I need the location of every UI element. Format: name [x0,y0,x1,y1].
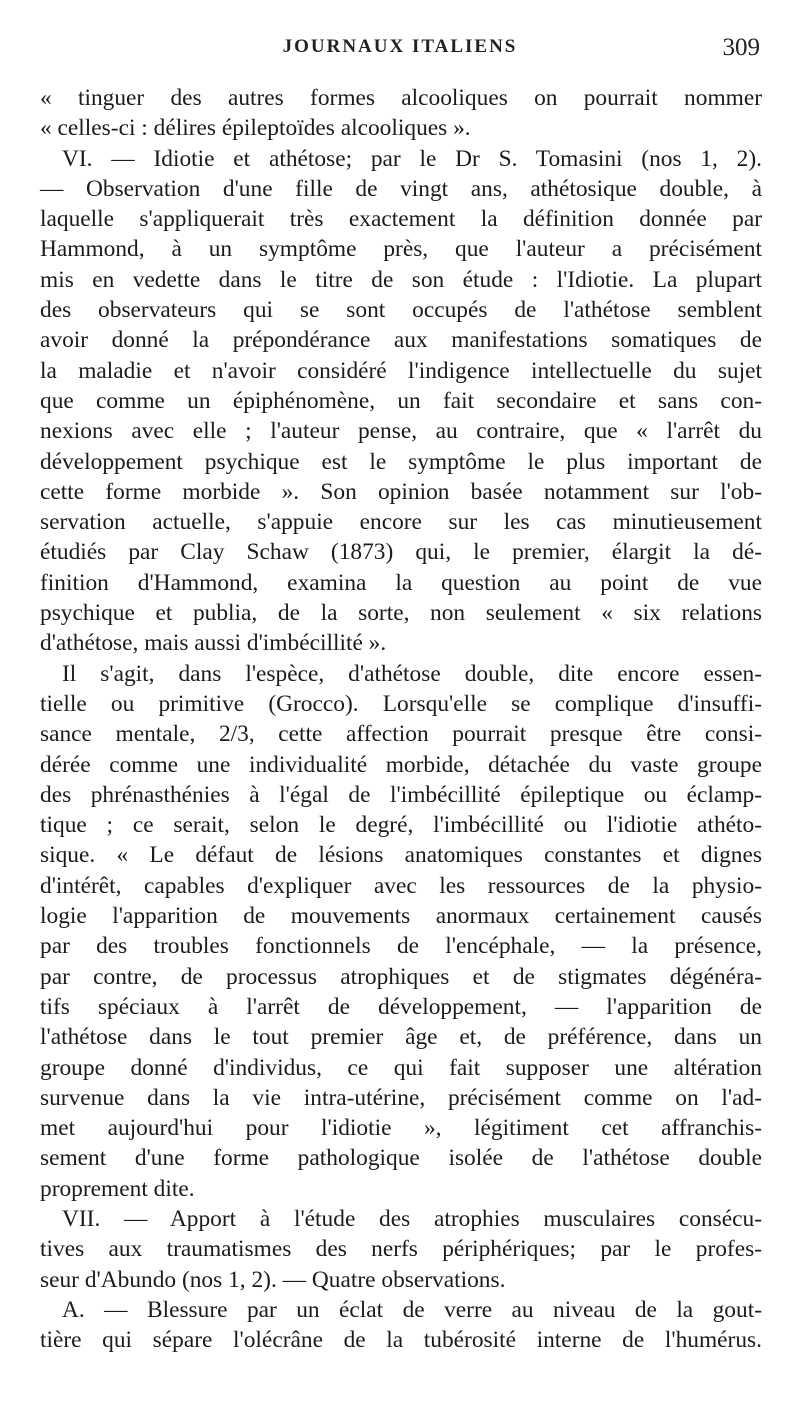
text-line: — Observation d'une fille de vingt ans, athétosique double, à [40,175,762,202]
text-line: met aujourd'hui pour l'idiotie », légitiment cet affranchis- [40,1115,762,1142]
section-heading-line: VI. — Idiotie et athétose; par le Dr S. Tomasini (nos 1, 2). [62,145,762,172]
text-line: nexions avec elle ; l'auteur pense, au contraire, que « l'arrêt du [40,418,762,445]
text-line: laquelle s'appliquerait très exactement la définition donnée par [40,206,762,233]
text-line: groupe donné d'individus, ce qui fait supposer une altération [40,1054,762,1081]
text-line: d'intérêt, capables d'expliquer avec les ressources de la physio- [40,872,762,899]
text-line: avoir donné la prépondérance aux manifestations somatiques de [40,327,762,354]
running-title: JOURNAUX ITALIENS [282,36,518,57]
text-line: d'athétose, mais aussi d'imbécillité ». [40,630,387,657]
paragraph-start-line: A. — Blessure par un éclat de verre au niveau de la gout- [62,1296,762,1323]
text-line: par contre, de processus atrophiques et de stigmates dégénéra- [40,963,762,990]
text-line: cette forme morbide ». Son opinion basée notamment sur l'ob- [40,478,762,505]
text-line: étudiés par Clay Schaw (1873) qui, le premier, élargit la dé- [40,539,762,566]
text-line: des phrénasthénies à l'égal de l'imbécillité épileptique ou éclamp- [40,781,762,808]
text-line: l'athétose dans le tout premier âge et, de préférence, dans un [40,1024,762,1051]
text-line: tière qui sépare l'olécrâne de la tubérosité interne de l'humérus. [40,1327,762,1354]
body-text [40,83,762,1355]
text-line: des observateurs qui se sont occupés de l'athétose semblent [40,297,762,324]
text-line: proprement dite. [40,1175,195,1202]
text-line: la maladie et n'avoir considéré l'indigence intellectuelle du sujet [40,357,762,384]
text-line: sement d'une forme pathologique isolée de l'athétose double [40,1145,762,1172]
text-line: tives aux traumatismes des nerfs périphériques; par le profes- [40,1236,762,1263]
section-heading-line: VII. — Apport à l'étude des atrophies musculaires consécu- [62,1205,762,1232]
text-line: tifs spéciaux à l'arrêt de développement, — l'apparition de [40,993,762,1020]
text-line: survenue dans la vie intra-utérine, précisément comme on l'ad- [40,1084,762,1111]
text-line: Hammond, à un symptôme près, que l'auteur a précisément [40,236,762,263]
text-line: par des troubles fonctionnels de l'encéphale, — la présence, [40,933,762,960]
text-line: dérée comme une individualité morbide, détachée du vaste groupe [40,751,762,778]
text-line: seur d'Abundo (nos 1, 2). — Quatre observations. [40,1266,506,1293]
text-line: tielle ou primitive (Grocco). Lorsqu'elle se complique d'insuffi- [40,690,762,717]
paragraph-start-line: Il s'agit, dans l'espèce, d'athétose double, dite encore essen- [62,660,762,687]
text-line: servation actuelle, s'appuie encore sur les cas minutieusement [40,509,762,536]
text-line: tique ; ce serait, selon le degré, l'imbécillité ou l'idiotie athéto- [40,812,762,839]
text-line: logie l'apparition de mouvements anormaux certainement causés [40,903,762,930]
text-line: « celles-ci : délires épileptoïdes alcooliques ». [40,115,471,142]
text-line: développement psychique est le symptôme le plus important de [40,448,762,475]
page-number: 309 [722,34,760,61]
text-line: psychique et publia, de la sorte, non seulement « six relations [40,600,762,627]
text-line: « tinguer des autres formes alcooliques on pourrait nommer [40,85,762,111]
page-header [40,36,760,66]
text-line: finition d'Hammond, examina la question au point de vue [40,569,762,596]
text-line: que comme un épiphénomène, un fait secondaire et sans con- [40,387,762,414]
text-line: sance mentale, 2/3, cette affection pourrait presque être consi- [40,721,762,748]
text-line: sique. « Le défaut de lésions anatomiques constantes et dignes [40,842,762,869]
text-line: mis en vedette dans le titre de son étude : l'Idiotie. La plupart [40,266,762,293]
